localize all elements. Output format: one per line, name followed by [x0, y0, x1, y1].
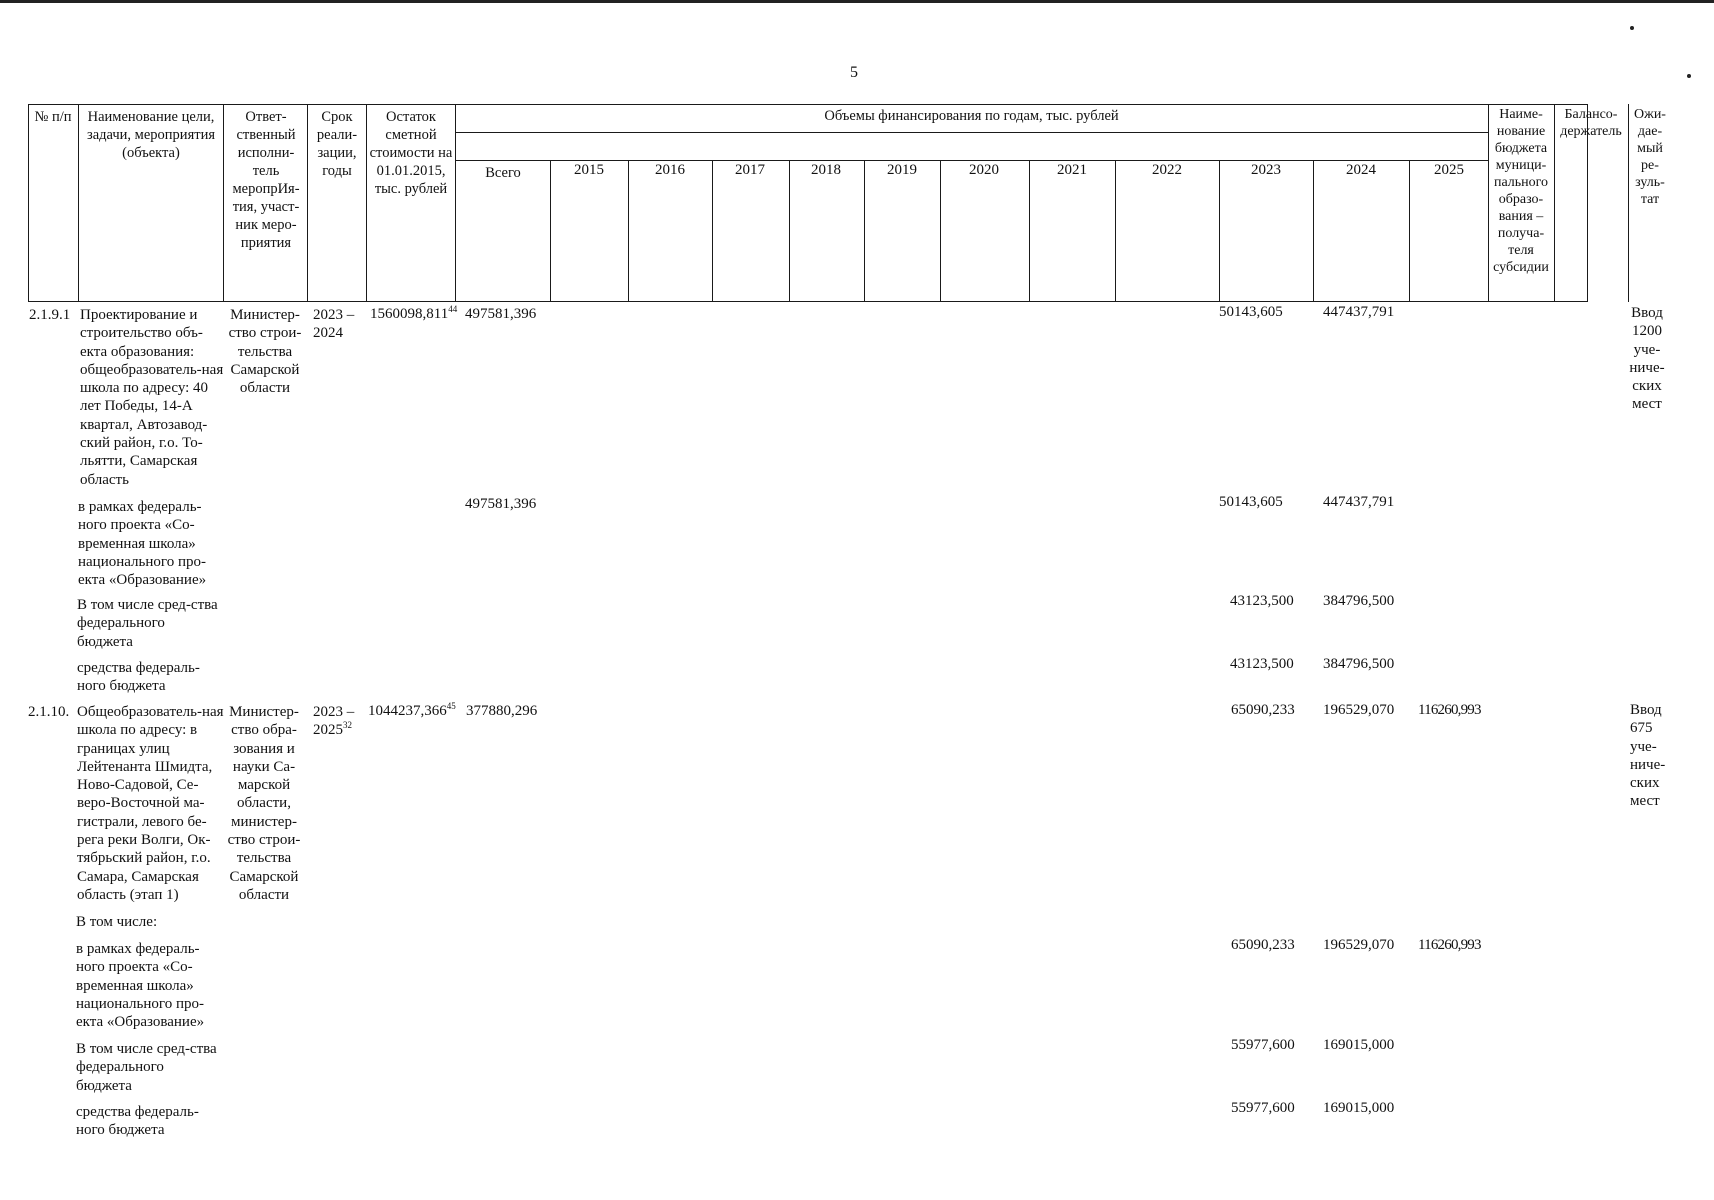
scan-speck	[1630, 26, 1634, 30]
row-2024: 447437,791	[1323, 494, 1395, 510]
header-year: 2017	[735, 162, 765, 178]
row-2023: 55977,600	[1231, 1037, 1295, 1053]
header-executor: Ответ-ственный исполни-тель меропрИя-тия, участ-ник меро-приятия	[232, 109, 300, 251]
header-year: 2018	[811, 162, 841, 178]
row-result: Ввод 675 уче-ниче-ских мест	[1630, 702, 1666, 810]
row-total: 377880,296	[466, 703, 538, 719]
row-remainder: 1044237,366$^{45}$	[368, 701, 456, 719]
row-executor: Министер-ство обра-зования и науки Са-марской области, министер-ство строи-тельства Самарской области	[227, 704, 301, 903]
row-2024: 447437,791	[1323, 304, 1395, 320]
header-year: 2025	[1434, 162, 1464, 178]
row-2025: 116260,993	[1418, 702, 1481, 718]
row-period: 2023 – 2025$^{32}$	[313, 704, 355, 739]
row-total: 497581,396	[465, 496, 537, 512]
scan-top-edge	[0, 0, 1714, 3]
scan-speck	[1687, 74, 1691, 78]
row-remainder: 1560098,811$^{44}$	[370, 304, 458, 322]
row-total: 497581,396	[465, 306, 537, 322]
row-name: В том числе сред-ства федерального бюджета	[76, 1041, 217, 1094]
header-budget: Наиме-нование бюджета муници-пального образо-вания – получа-теля субсидии	[1493, 107, 1549, 275]
header-year: 2021	[1057, 162, 1087, 178]
row-2024: 384796,500	[1323, 656, 1395, 672]
row-2024: 169015,000	[1323, 1100, 1395, 1116]
header-funding: Объемы финансирования по годам, тыс. рублей	[824, 108, 1119, 124]
row-name: В том числе сред-ства федерального бюджета	[77, 597, 218, 650]
row-2023: 43123,500	[1230, 593, 1294, 609]
row-result: Ввод 1200 уче-ниче-ских мест	[1629, 305, 1665, 413]
header-period: Срок реали-зации, годы	[316, 109, 358, 179]
row-name: Проектирование и строительство объ-екта образования: общеобразователь-ная школа по адресу: 40 лет Победы, 14-А квартал, Автозавод-ский район, г.о. То-льятти, Самарская область	[80, 307, 224, 488]
row-executor: Министер-ство строи-тельства Самарской области	[228, 307, 302, 397]
header-year: 2019	[887, 162, 917, 178]
page-number: 5	[850, 64, 858, 81]
row-2023: 65090,233	[1231, 937, 1295, 953]
header-year: 2022	[1152, 162, 1182, 178]
header-year: 2015	[574, 162, 604, 178]
row-period: 2023 – 2024	[313, 307, 355, 342]
row-2025: 116260,993	[1418, 937, 1481, 953]
row-2024: 196529,070	[1323, 702, 1395, 718]
header-total: Всего	[485, 165, 521, 181]
row-name: В том числе:	[76, 914, 158, 930]
row-name: Общеобразователь-ная школа по адресу: в границах улиц Лейтенанта Шмидта, Ново-Садовой, Се-веро-Восточной ма-гистрали, левого бе-рега реки Волги, Ок-тябрьский район, г.о. Самара, Самарская область (этап 1)	[77, 704, 224, 903]
row-2023: 50143,605	[1219, 494, 1283, 510]
header-year: 2020	[969, 162, 999, 178]
row-2023: 50143,605	[1219, 304, 1283, 320]
header-name: Наименование цели, задачи, мероприятия (объекта)	[86, 109, 215, 161]
row-2023: 65090,233	[1231, 702, 1295, 718]
row-2023: 55977,600	[1231, 1100, 1295, 1116]
row-number: 2.1.9.1	[29, 307, 71, 323]
header-number: № п/п	[34, 109, 72, 125]
header-year: 2016	[655, 162, 685, 178]
row-2024: 196529,070	[1323, 937, 1395, 953]
row-name: средства федераль-ного бюджета	[76, 1104, 199, 1139]
row-name: в рамках федераль-ного проекта «Со-временная школа» национального про-екта «Образование»	[78, 499, 207, 589]
row-name: средства федераль-ного бюджета	[77, 660, 200, 695]
row-2023: 43123,500	[1230, 656, 1294, 672]
header-result: Ожи-дае-мый ре-зуль-тат	[1634, 107, 1666, 207]
header-year: 2024	[1346, 162, 1376, 178]
row-2024: 384796,500	[1323, 593, 1395, 609]
header-year: 2023	[1251, 162, 1281, 178]
row-2024: 169015,000	[1323, 1037, 1395, 1053]
header-holder: Балансо-держатель	[1560, 107, 1622, 139]
header-remainder: Остаток сметной стоимости на 01.01.2015, тыс. рублей	[369, 109, 453, 197]
row-name: в рамках федераль-ного проекта «Со-временная школа» национального про-екта «Образование»	[76, 941, 205, 1031]
row-number: 2.1.10.	[28, 704, 70, 720]
